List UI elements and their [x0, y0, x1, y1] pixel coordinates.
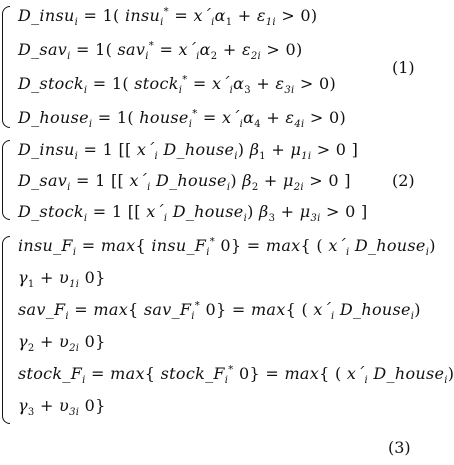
eq2-line-3: D_stock$_i$ = 1 [[ $x´_i$ D_house$_i$) $\beta_3 + \mu_{3i} > 0$ ]	[18, 202, 368, 225]
left-brace-2	[2, 140, 10, 220]
eq3-line-6: $\gamma_3 + \upsilon_{3i}$ 0}	[18, 396, 106, 419]
equation-number-3: (3)	[388, 438, 411, 457]
eq3-line-4: $\gamma_2 + \upsilon_{2i}$ 0}	[18, 332, 106, 355]
eq1-line-3: D_stock$_i$ = 1( stock$_i$* = $x´_i\alpha_3 + \varepsilon_{3i} > 0$)	[18, 74, 337, 97]
eq1-line-4: D_house$_i$ = 1( house$_i$* = $x´_i\alpha_4 + \varepsilon_{4i} > 0$)	[18, 108, 346, 131]
equation-number-1: (1)	[392, 58, 415, 77]
eq1-line-1: D_insu$_i$ = 1( insu$_i$* = $x´_i\alpha_1 + \varepsilon_{1i} > 0$)	[18, 6, 318, 29]
eq3-line-2: $\gamma_1 + \upsilon_{1i}$ 0}	[18, 268, 106, 291]
left-brace-1	[2, 6, 10, 128]
eq3-line-1: $insu\_F_i = \max${ $insu\_F_i^*$ 0} = max{ ( $x´_i$ D_house$_i$)	[18, 236, 436, 259]
eq3-line-5: $stock\_F_i = \max${ $stock\_F_i^*$ 0} = max{ ( $x´_i$ D_house$_i$)	[18, 364, 454, 387]
equation-number-2: (2)	[392, 171, 415, 190]
eq2-line-1: D_insu$_i$ = 1 [[ $x´_i$ D_house$_i$) $\beta_1 + \mu_{1i} > 0$ ]	[18, 140, 359, 163]
eq3-line-3: $sav\_F_i = \max${ $sav\_F_i^*$ 0} = max{ ( $x´_i$ D_house$_i$)	[18, 300, 421, 323]
eq2-line-2: D_sav$_i$ = 1 [[ $x´_i$ D_house$_i$) $\beta_2 + \mu_{2i} > 0$ ]	[18, 171, 351, 194]
eq1-line-2: D_sav$_i$ = 1( $sav_i^* = x´_i\alpha_2 + \varepsilon_{2i} > 0$)	[18, 40, 303, 63]
left-brace-3	[2, 236, 10, 424]
